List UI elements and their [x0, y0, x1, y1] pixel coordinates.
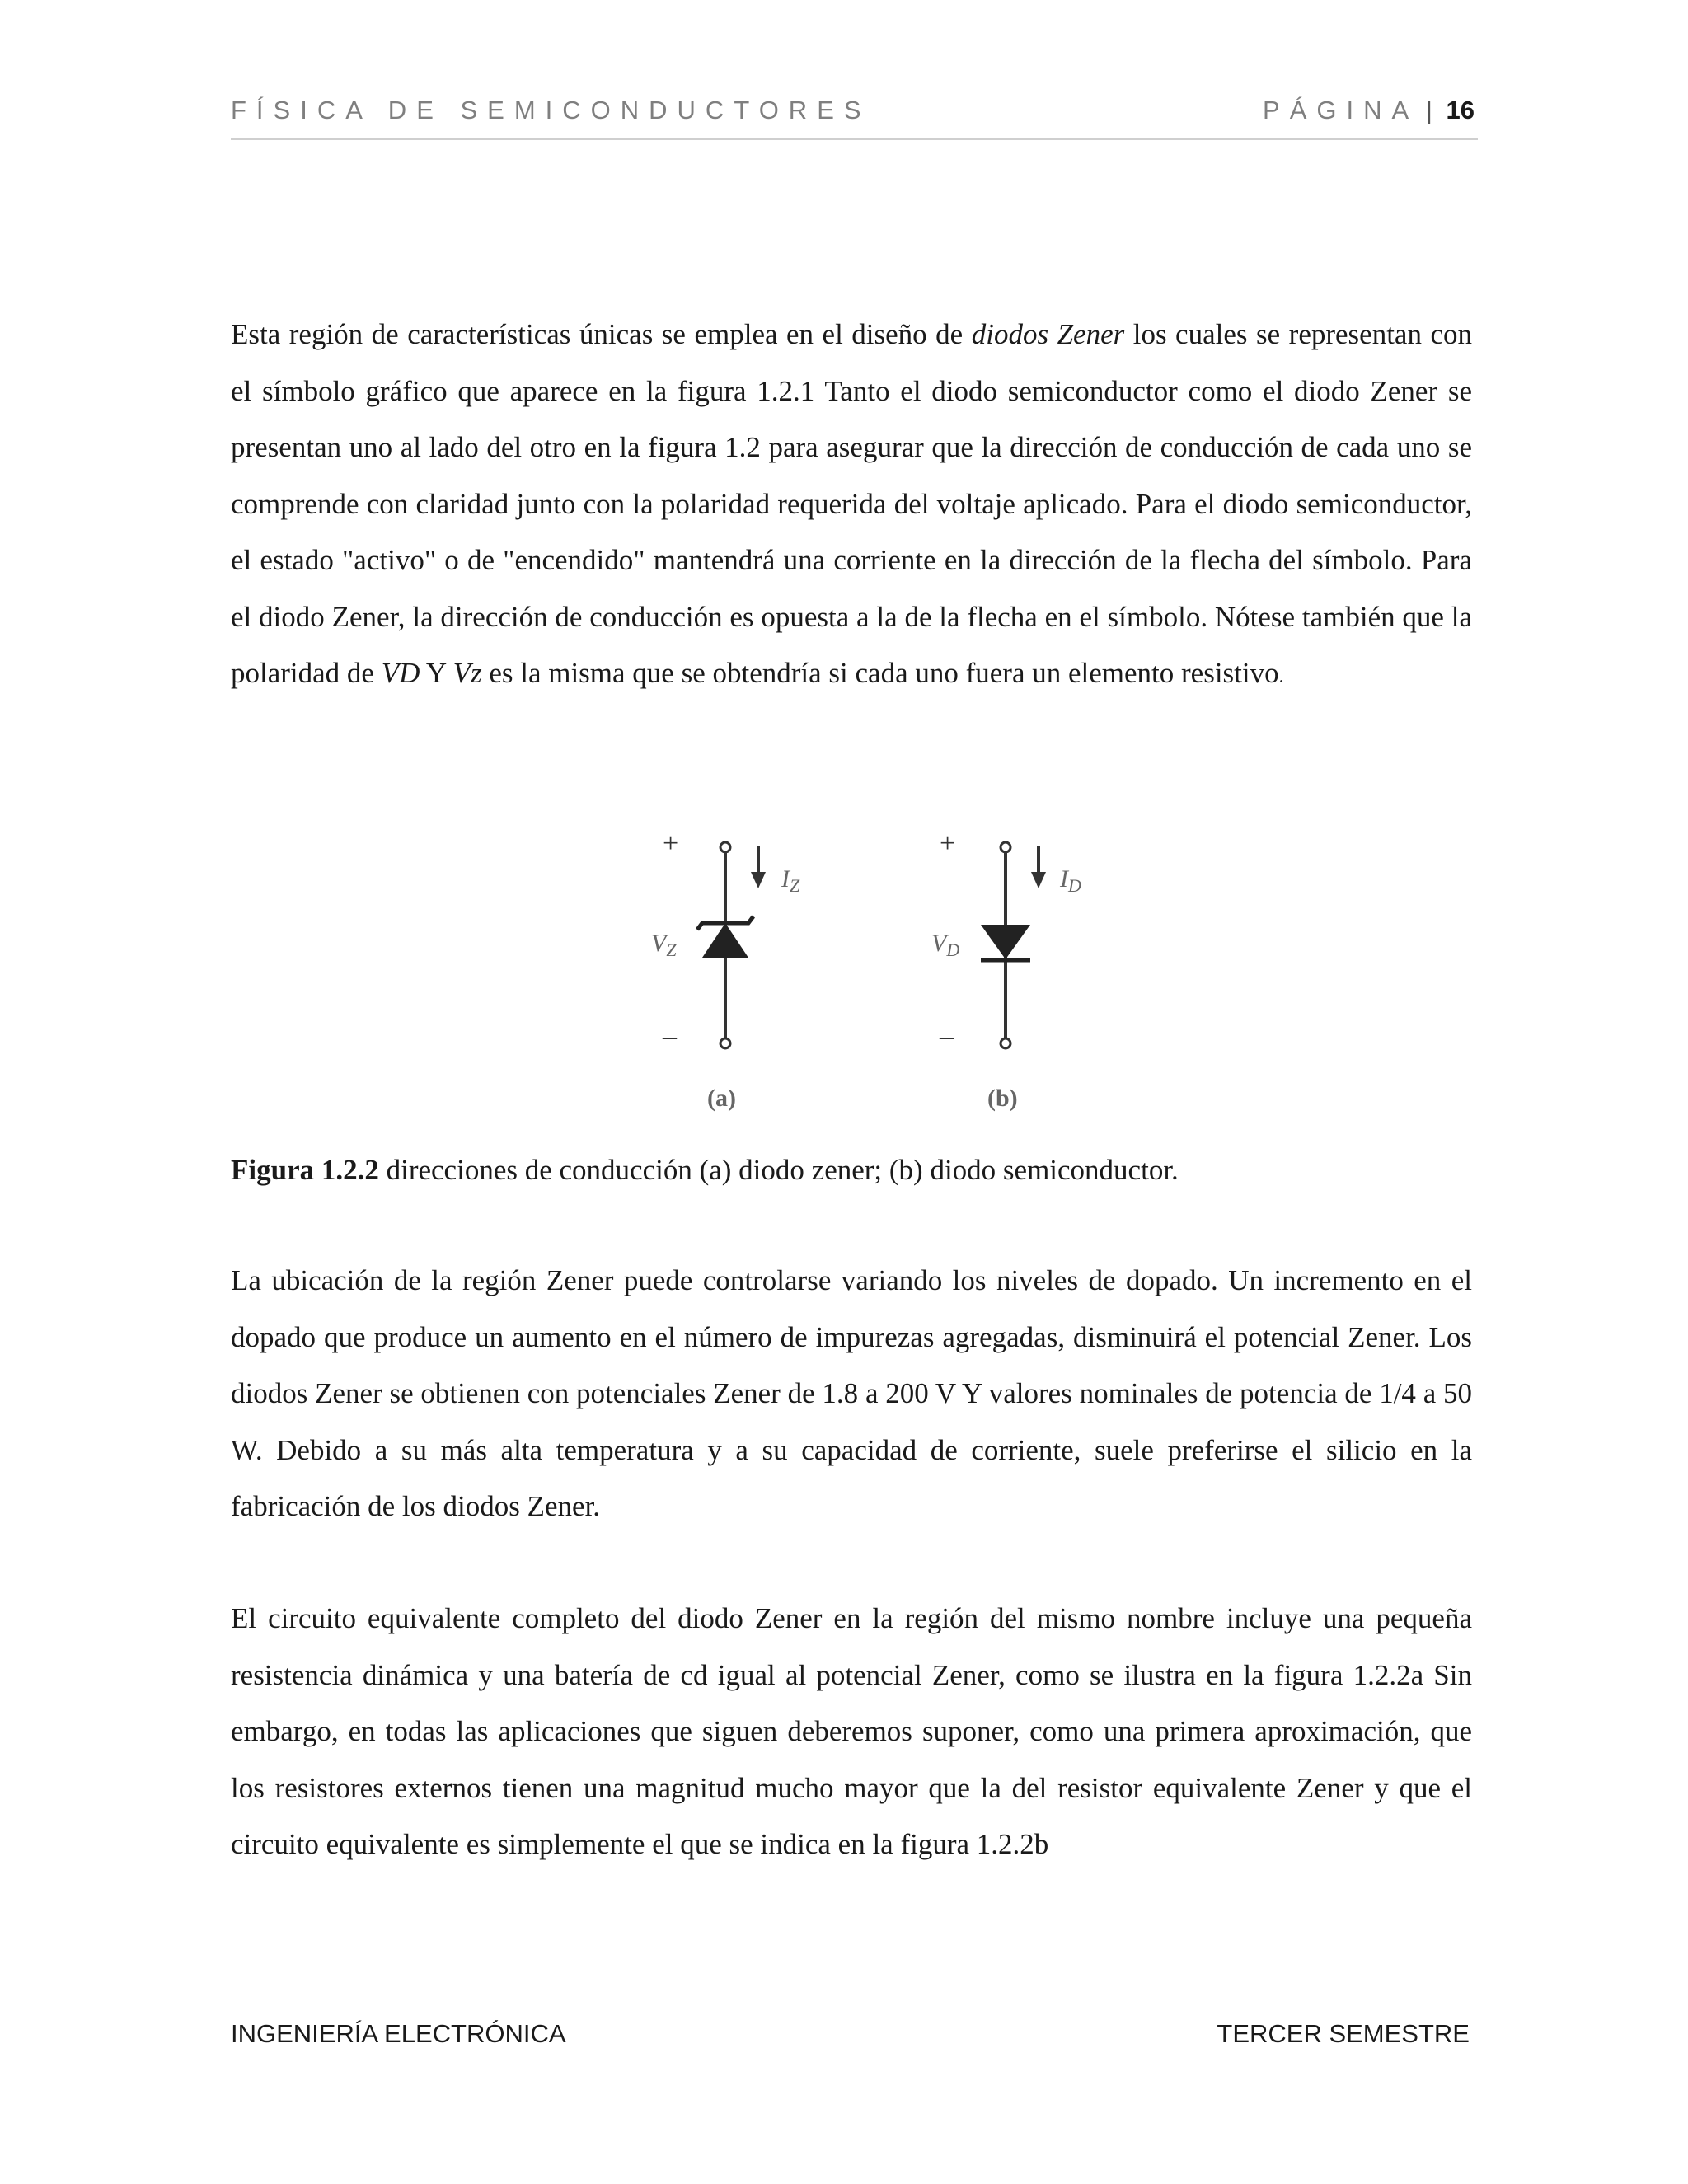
paragraph1-italic-vz: Vz: [452, 657, 482, 689]
diode-triangle: [981, 925, 1030, 959]
paragraph-zener-doping: La ubicación de la región Zener puede controlarse variando los niveles de dopado. Un incremento en el dopado que produce un aumento en el número de impurezas agregadas, disminuirá el potencial Zener. Los diodos Zener se obtienen con potenciales Zener de 1.8 a 200 V Y valores nominales de potencia de 1/4 a 50 W. Debido a su más alta temperatura y a su capacidad de corriente, suele preferirse el silicio en la fabricación de los diodos Zener.: [231, 1264, 1472, 1522]
page-separator: |: [1425, 96, 1432, 124]
zener-current-label: $I_Z$: [781, 865, 800, 896]
diode-minus-sign: –: [940, 1021, 954, 1052]
caption-figure-number: Figura 1.2.2: [231, 1154, 379, 1186]
caption-text: direcciones de conducción (a) diodo zener; (b) diodo semiconductor.: [378, 1154, 1179, 1186]
diode-voltage-label: $V_D$: [931, 930, 960, 960]
figure-caption: [231, 1146, 1472, 1195]
paragraph-zener-region: [231, 307, 1472, 705]
footer-right: TERCER SEMESTRE: [1217, 2019, 1470, 2048]
panel-b-label: (b): [987, 1085, 1018, 1112]
paragraph-equivalent-circuit: El circuito equivalente completo del diodo Zener en la región del mismo nombre incluye una pequeña resistencia dinámica y una batería de cd igual al potencial Zener, como se ilustra en la figura 1.2.2a Sin embargo, en todas las aplicaciones que siguen deberemos suponer, como una primera aproximación, que los resistores externos tienen una magnitud mucho mayor que la del resistor equivalente Zener y que el circuito equivalente es simplemente el que se indica en la figura 1.2.2b: [231, 1602, 1472, 1860]
page-label: PÁGINA: [1263, 96, 1419, 124]
zener-top-terminal: [720, 842, 730, 852]
semiconductor-diode-diagram: [931, 828, 1081, 1112]
panel-a-label: (a): [707, 1085, 736, 1112]
zener-voltage-label: $V_Z$: [651, 930, 677, 960]
paragraph1-period: .: [1278, 666, 1284, 687]
diode-current-arrow-icon: [1031, 872, 1046, 888]
zener-triangle: [702, 923, 748, 958]
diode-top-terminal: [1001, 842, 1010, 852]
paragraph1-text-1: Esta región de características únicas se emplea en el diseño de: [231, 318, 972, 350]
paragraph1-text-4: es la misma que se obtendría si cada uno fuera un elemento resistivo: [481, 657, 1279, 689]
footer-left: INGENIERÍA ELECTRÓNICA: [231, 2019, 566, 2048]
header-title: FÍSICA DE SEMICONDUCTORES: [231, 96, 871, 124]
zener-minus-sign: –: [663, 1021, 677, 1052]
diode-bottom-terminal: [1001, 1038, 1010, 1048]
paragraph1-text-3: Y: [420, 657, 453, 689]
zener-bottom-terminal: [720, 1038, 730, 1048]
page-header: [231, 92, 1478, 140]
diode-current-label: $I_D$: [1060, 865, 1081, 896]
page-number: 16: [1446, 96, 1475, 124]
zener-plus-sign: +: [663, 828, 679, 859]
paragraph1-italic-diodos-zener: diodos Zener: [971, 318, 1125, 350]
figure-diode-symbols: [643, 824, 1104, 1129]
zener-diode-diagram: [651, 828, 800, 1112]
zener-current-arrow-icon: [751, 872, 766, 888]
header-page-number: [1263, 96, 1475, 125]
paragraph1-italic-vd: VD: [381, 657, 420, 689]
paragraph1-text-2: los cuales se representan con el símbolo gráfico que aparece en la figura 1.2.1 Tanto el diodo semiconductor como el diodo Zener se presentan uno al lado del otro en la figura 1.2 para asegurar que la dirección de conducción de cada uno se comprende con claridad junto con la polaridad requerida del voltaje aplicado. Para el diodo semiconductor, el estado "activo" o de "encendido" mantendrá una corriente en la dirección de la flecha del símbolo. Para el diodo Zener, la dirección de conducción es opuesta a la de la flecha en el símbolo. Nótese también que la polaridad de: [231, 318, 1472, 689]
diode-plus-sign: +: [940, 828, 956, 859]
figure-diagram: [643, 824, 1104, 1129]
